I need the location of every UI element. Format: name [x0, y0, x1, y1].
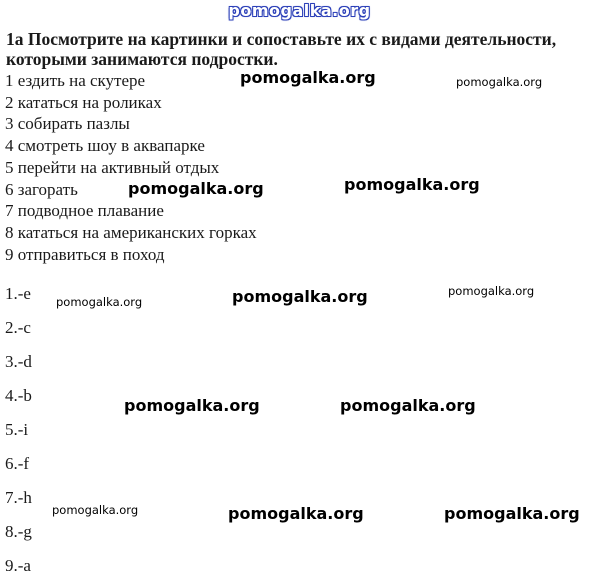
- activity-item: 4 смотреть шоу в аквапарке: [5, 136, 205, 156]
- activity-item: 7 подводное плавание: [5, 201, 164, 221]
- activity-item: 2 кататься на роликах: [5, 92, 162, 112]
- activity-item: 6 загорать: [5, 179, 78, 199]
- watermark: pomogalka.org: [128, 179, 264, 198]
- watermark: pomogalka.org: [232, 287, 368, 306]
- watermark: pomogalka.org: [124, 396, 260, 415]
- answer-item: 8.-g: [5, 522, 32, 541]
- watermark: pomogalka.org: [56, 295, 143, 309]
- activity-item: 3 собирать пазлы: [5, 114, 130, 134]
- watermark: pomogalka.org: [52, 503, 139, 517]
- answer-item: 4.-b: [5, 386, 32, 405]
- activity-item: 1 ездить на скутере: [5, 71, 146, 90]
- answer-item: 1.-e: [5, 284, 31, 303]
- answer-item: 9.-a: [5, 556, 31, 575]
- watermark: pomogalka.org: [228, 504, 364, 523]
- activity-item: 5 перейти на активный отдых: [5, 157, 220, 177]
- watermark: pomogalka.org: [444, 504, 580, 523]
- answer-item: 6.-f: [5, 454, 30, 473]
- activity-item: 8 кататься на американских горках: [5, 222, 257, 242]
- task-title: 1a Посмотрите на картинки и сопоставьте их с видами деятельности, которыми занимаются подростки.: [6, 29, 557, 69]
- answer-item: 2.-c: [5, 318, 31, 337]
- activity-item: 9 отправиться в поход: [5, 244, 165, 264]
- answer-item: 3.-d: [5, 352, 32, 371]
- watermark: pomogalka.org: [448, 284, 535, 298]
- site-logo: pomogalka.org: [228, 1, 371, 20]
- watermark: pomogalka.org: [456, 75, 543, 89]
- activity-list: [5, 70, 257, 265]
- watermark: pomogalka.org: [240, 68, 376, 87]
- answer-list: [5, 277, 32, 583]
- watermark: pomogalka.org: [344, 175, 480, 194]
- watermark: pomogalka.org: [340, 396, 476, 415]
- answer-item: 7.-h: [5, 488, 32, 507]
- answer-item: 5.-i: [5, 420, 29, 439]
